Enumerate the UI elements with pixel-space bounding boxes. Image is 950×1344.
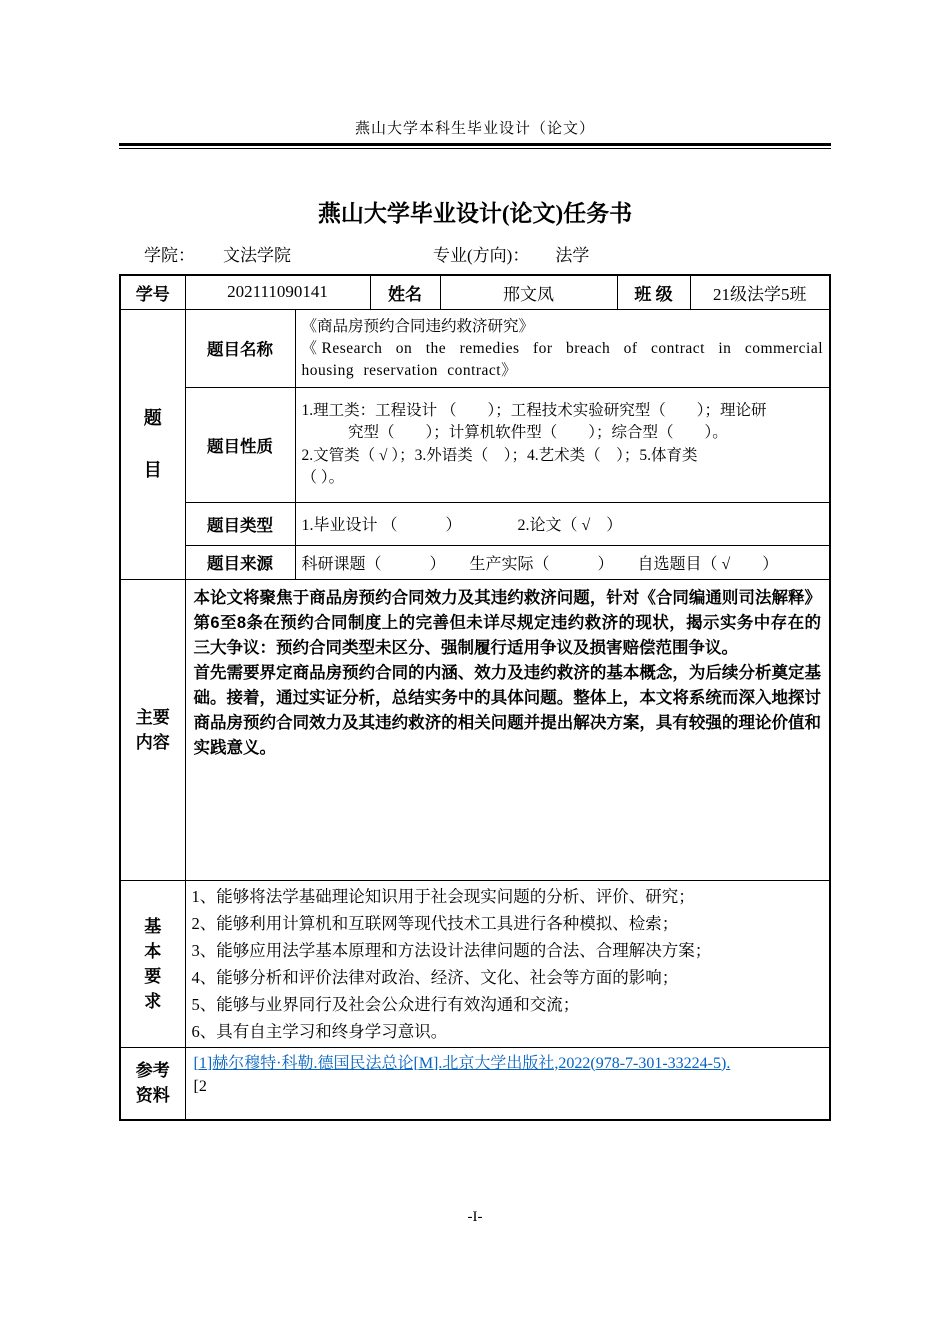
student-class-label: 班 级 — [617, 275, 690, 309]
topic-source-text: 科研课题（ ） 生产实际（ ） 自选题目（ √ ） — [301, 555, 779, 573]
requirement-item-5: 5、能够与业界同行及社会公众进行有效沟通和交流； — [191, 994, 580, 1014]
topic-nature-line-3: 2.文管类（ √ ）；3.外语类（ ）；4.艺术类（ ）；5.体育类 — [301, 446, 698, 464]
topic-section-char-2: 目 — [143, 460, 162, 480]
reference-entry-2-start: [2 — [193, 1077, 207, 1095]
student-id-label: 学号 — [120, 275, 185, 309]
topic-title-chinese: 《商品房预约合同违约救济研究》 — [301, 317, 535, 335]
main-content-paragraph-2: 首先需要界定商品房预约合同的内涵、效力及违约救济的基本概念，为后续分析奠定基础。接着，通过实证分析，总结实务中的具体问题。整体上，本文将系统而深入地探讨商品房预约合同效力及其违约救济的相关问题并提出解决方案，具有较强的理论价值和实践意义。 — [193, 663, 821, 757]
topic-nature-label: 题目性质 — [185, 387, 295, 502]
topic-name-content — [295, 309, 830, 387]
requirement-item-3: 3、能够应用法学基本原理和方法设计法律问题的合法、合理解决方案； — [191, 940, 712, 960]
student-name-label: 姓名 — [370, 275, 440, 309]
references-label-line-2: 资料 — [135, 1086, 170, 1106]
topic-source-row — [120, 545, 830, 579]
school-major-row — [120, 241, 830, 266]
header-rule — [119, 143, 831, 149]
page-number: -I- — [467, 1209, 483, 1225]
requirement-item-2: 2、能够利用计算机和互联网等现代技术工具进行各种模拟、检索； — [191, 913, 679, 933]
topic-nature-line-4: （ ）。 — [301, 469, 345, 486]
requirements-list — [185, 880, 830, 1047]
topic-type-text: 1.毕业设计 （ ） 2.论文（ √ ） — [301, 517, 623, 534]
topic-nature-line-2: 究型（ ）；计算机软件型（ ）；综合型（ ）。 — [301, 424, 728, 441]
requirements-label-char-4: 求 — [144, 991, 162, 1011]
topic-section-label — [120, 309, 185, 579]
requirements-label — [120, 880, 185, 1047]
topic-nature-line-1: 1.理工类：工程设计 （ ）；工程技术实验研究型（ ）；理论研 — [301, 401, 767, 419]
student-info-row — [120, 275, 830, 309]
topic-name-label: 题目名称 — [185, 309, 295, 387]
requirement-item-1: 1、能够将法学基础理论知识用于社会现实问题的分析、评价、研究； — [191, 886, 695, 906]
requirement-item-6: 6、具有自主学习和终身学习意识。 — [191, 1021, 448, 1041]
requirements-label-char-1: 基 — [144, 916, 162, 936]
main-content-text — [185, 579, 830, 880]
topic-nature-row — [120, 387, 830, 502]
reference-link-1[interactable]: [1]赫尔穆特·科勒.德国民法总论[M].北京大学出版社,2022(978-7-301-33224-5). — [193, 1054, 731, 1072]
topic-type-content — [295, 502, 830, 545]
topic-nature-content — [295, 387, 830, 502]
student-id-value: 202111090141 — [185, 275, 370, 309]
references-content — [185, 1047, 830, 1120]
topic-section-char-1: 题 — [143, 408, 162, 428]
header-rule-thin — [119, 148, 831, 149]
references-label — [120, 1047, 185, 1120]
major-value: 法学 — [555, 246, 590, 265]
references-label-line-1: 参考 — [135, 1061, 170, 1081]
doc-title: 燕山大学毕业设计(论文)任务书 — [317, 201, 633, 226]
main-content-label — [120, 579, 185, 880]
main-content-label-line-2: 内容 — [135, 732, 170, 752]
school-label: 学院： — [144, 246, 195, 265]
student-class-value: 21级法学5班 — [690, 275, 830, 309]
topic-source-label: 题目来源 — [185, 545, 295, 579]
topic-type-row — [120, 502, 830, 545]
topic-name-row — [120, 309, 830, 387]
requirements-label-char-2: 本 — [144, 941, 162, 961]
student-name-value: 邢文凤 — [440, 275, 617, 309]
main-content-row — [120, 579, 830, 880]
school-value: 文法学院 — [223, 246, 291, 265]
requirements-label-char-3: 要 — [144, 966, 162, 986]
requirements-row — [120, 880, 830, 1047]
references-row — [120, 1047, 830, 1120]
major-label: 专业(方向)： — [433, 246, 530, 265]
topic-title-english: 《Research on the remedies for breach of contract in commercial housing reservation contract》 — [301, 339, 823, 379]
main-content-label-line-1: 主要 — [135, 707, 170, 727]
requirement-item-4: 4、能够分析和评价法律对政治、经济、文化、社会等方面的影响； — [191, 967, 679, 987]
main-content-paragraph-1: 本论文将聚焦于商品房预约合同效力及其违约救济问题，针对《合同编通则司法解释》第6至8条在预约合同制度上的完善但未详尽规定违约救济的现状，揭示实务中存在的三大争议：预约合同类型未区分、强制履行适用争议及损害赔偿范围争议。 — [193, 588, 821, 657]
running-header: 燕山大学本科生毕业设计（论文） — [354, 121, 595, 137]
topic-source-content — [295, 545, 830, 579]
header-rule-thick — [119, 143, 831, 146]
task-table — [119, 274, 831, 1121]
topic-type-label: 题目类型 — [185, 502, 295, 545]
